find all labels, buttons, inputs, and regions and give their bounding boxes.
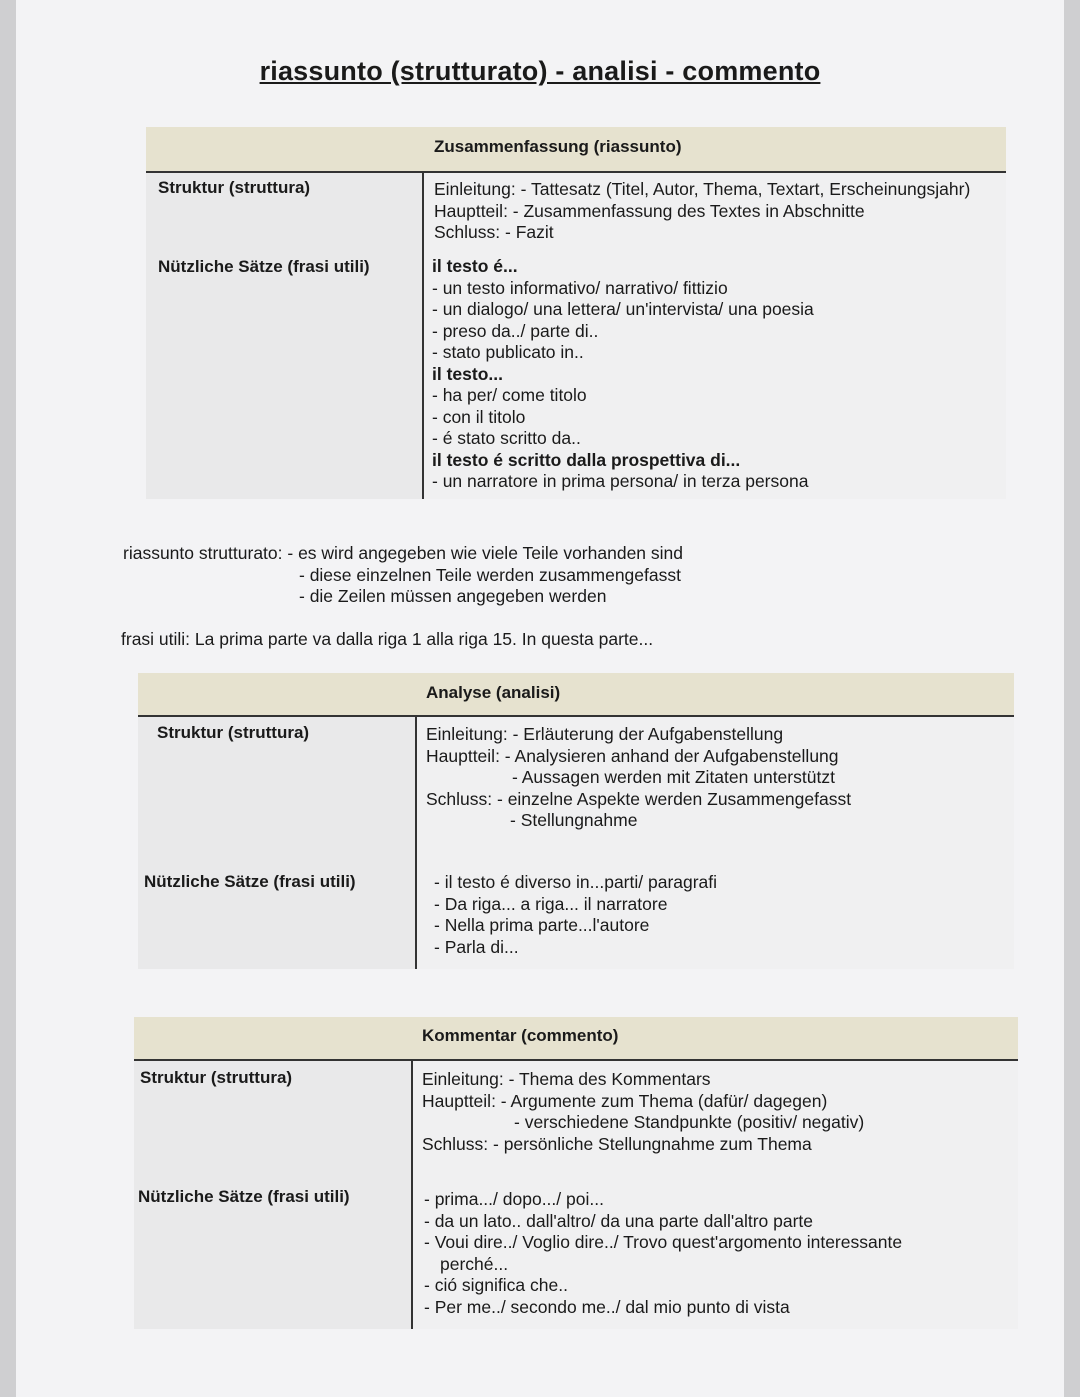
commento-saetze-text: - prima.../ dopo.../ poi... - da un lato.. dall'altro/ da una parte dall'altro parte - Voui dire../ Voglio dire../ Trovo quest'argomento interessante perché... - ció significa che.. - Per me../ secondo me../ dal mio punto di vista: [424, 1189, 903, 1317]
page-title: riassunto (strutturato) - analisi - commento: [259, 56, 821, 86]
analisi-table: [138, 673, 1014, 969]
riassunto-table: [146, 127, 1006, 499]
analisi-struktur-label: Struktur (struttura): [157, 723, 310, 742]
document-page: [16, 0, 1064, 1397]
commento-struktur-label: Struktur (struttura): [140, 1068, 293, 1087]
commento-table: [134, 1017, 1018, 1329]
riassunto-header: Zusammenfassung (riassunto): [434, 137, 682, 156]
riassunto-struktur-label: Struktur (struttura): [158, 178, 311, 197]
analisi-saetze-label: Nützliche Sätze (frasi utili): [144, 872, 356, 891]
riassunto-saetze-text: il testo é... - un testo informativo/ narrativo/ fittizio - un dialogo/ una lettera/ un'intervista/ una poesia - preso da../ parte di.. - stato publicato in.. il testo... - ha per/ come titolo - con il titolo - é stato scritto da.. il testo é scritto dalla prospettiva di... - un narratore in prima persona/ in terza persona: [432, 256, 814, 491]
analisi-header-row: [138, 673, 1014, 717]
commento-header: Kommentar (commento): [422, 1026, 619, 1045]
commento-struktur-text: Einleitung: - Thema des Kommentars Hauptteil: - Argumente zum Thema (dafür/ dagegen) - verschiedene Standpunkte (positiv/ negativ) Schluss: - persönliche Stellungnahme zum Thema: [422, 1069, 865, 1154]
riassunto-struktur-text: Einleitung: - Tattesatz (Titel, Autor, Thema, Textart, Erscheinungsjahr) Hauptteil: - Zusammenfassung des Textes in Abschnitte Schluss: - Fazit: [434, 179, 971, 242]
riassunto-header-row: [146, 127, 1006, 173]
strutturato-frasi: frasi utili: La prima parte va dalla riga 1 alla riga 15. In questa parte...: [121, 629, 654, 649]
analisi-saetze-text: - il testo é diverso in...parti/ paragrafi - Da riga... a riga... il narratore - Nella prima parte...l'autore - Parla di...: [434, 872, 718, 957]
analisi-struktur-text: Einleitung: - Erläuterung der Aufgabenstellung Hauptteil: - Analysieren anhand der Aufgabenstellung - Aussagen werden mit Zitaten unterstützt Schluss: - einzelne Aspekte werden Zusammengefasst - Stellungnahme: [426, 724, 852, 830]
strutturato-notes: riassunto strutturato: - es wird angegeben wie viele Teile vorhanden sind - diese einzelnen Teile werden zusammengefasst - die Zeilen müssen angegeben werden: [123, 543, 683, 606]
commento-saetze-label: Nützliche Sätze (frasi utili): [138, 1187, 350, 1206]
commento-header-row: [134, 1017, 1018, 1061]
analisi-header: Analyse (analisi): [426, 683, 561, 702]
riassunto-saetze-label: Nützliche Sätze (frasi utili): [158, 257, 370, 276]
